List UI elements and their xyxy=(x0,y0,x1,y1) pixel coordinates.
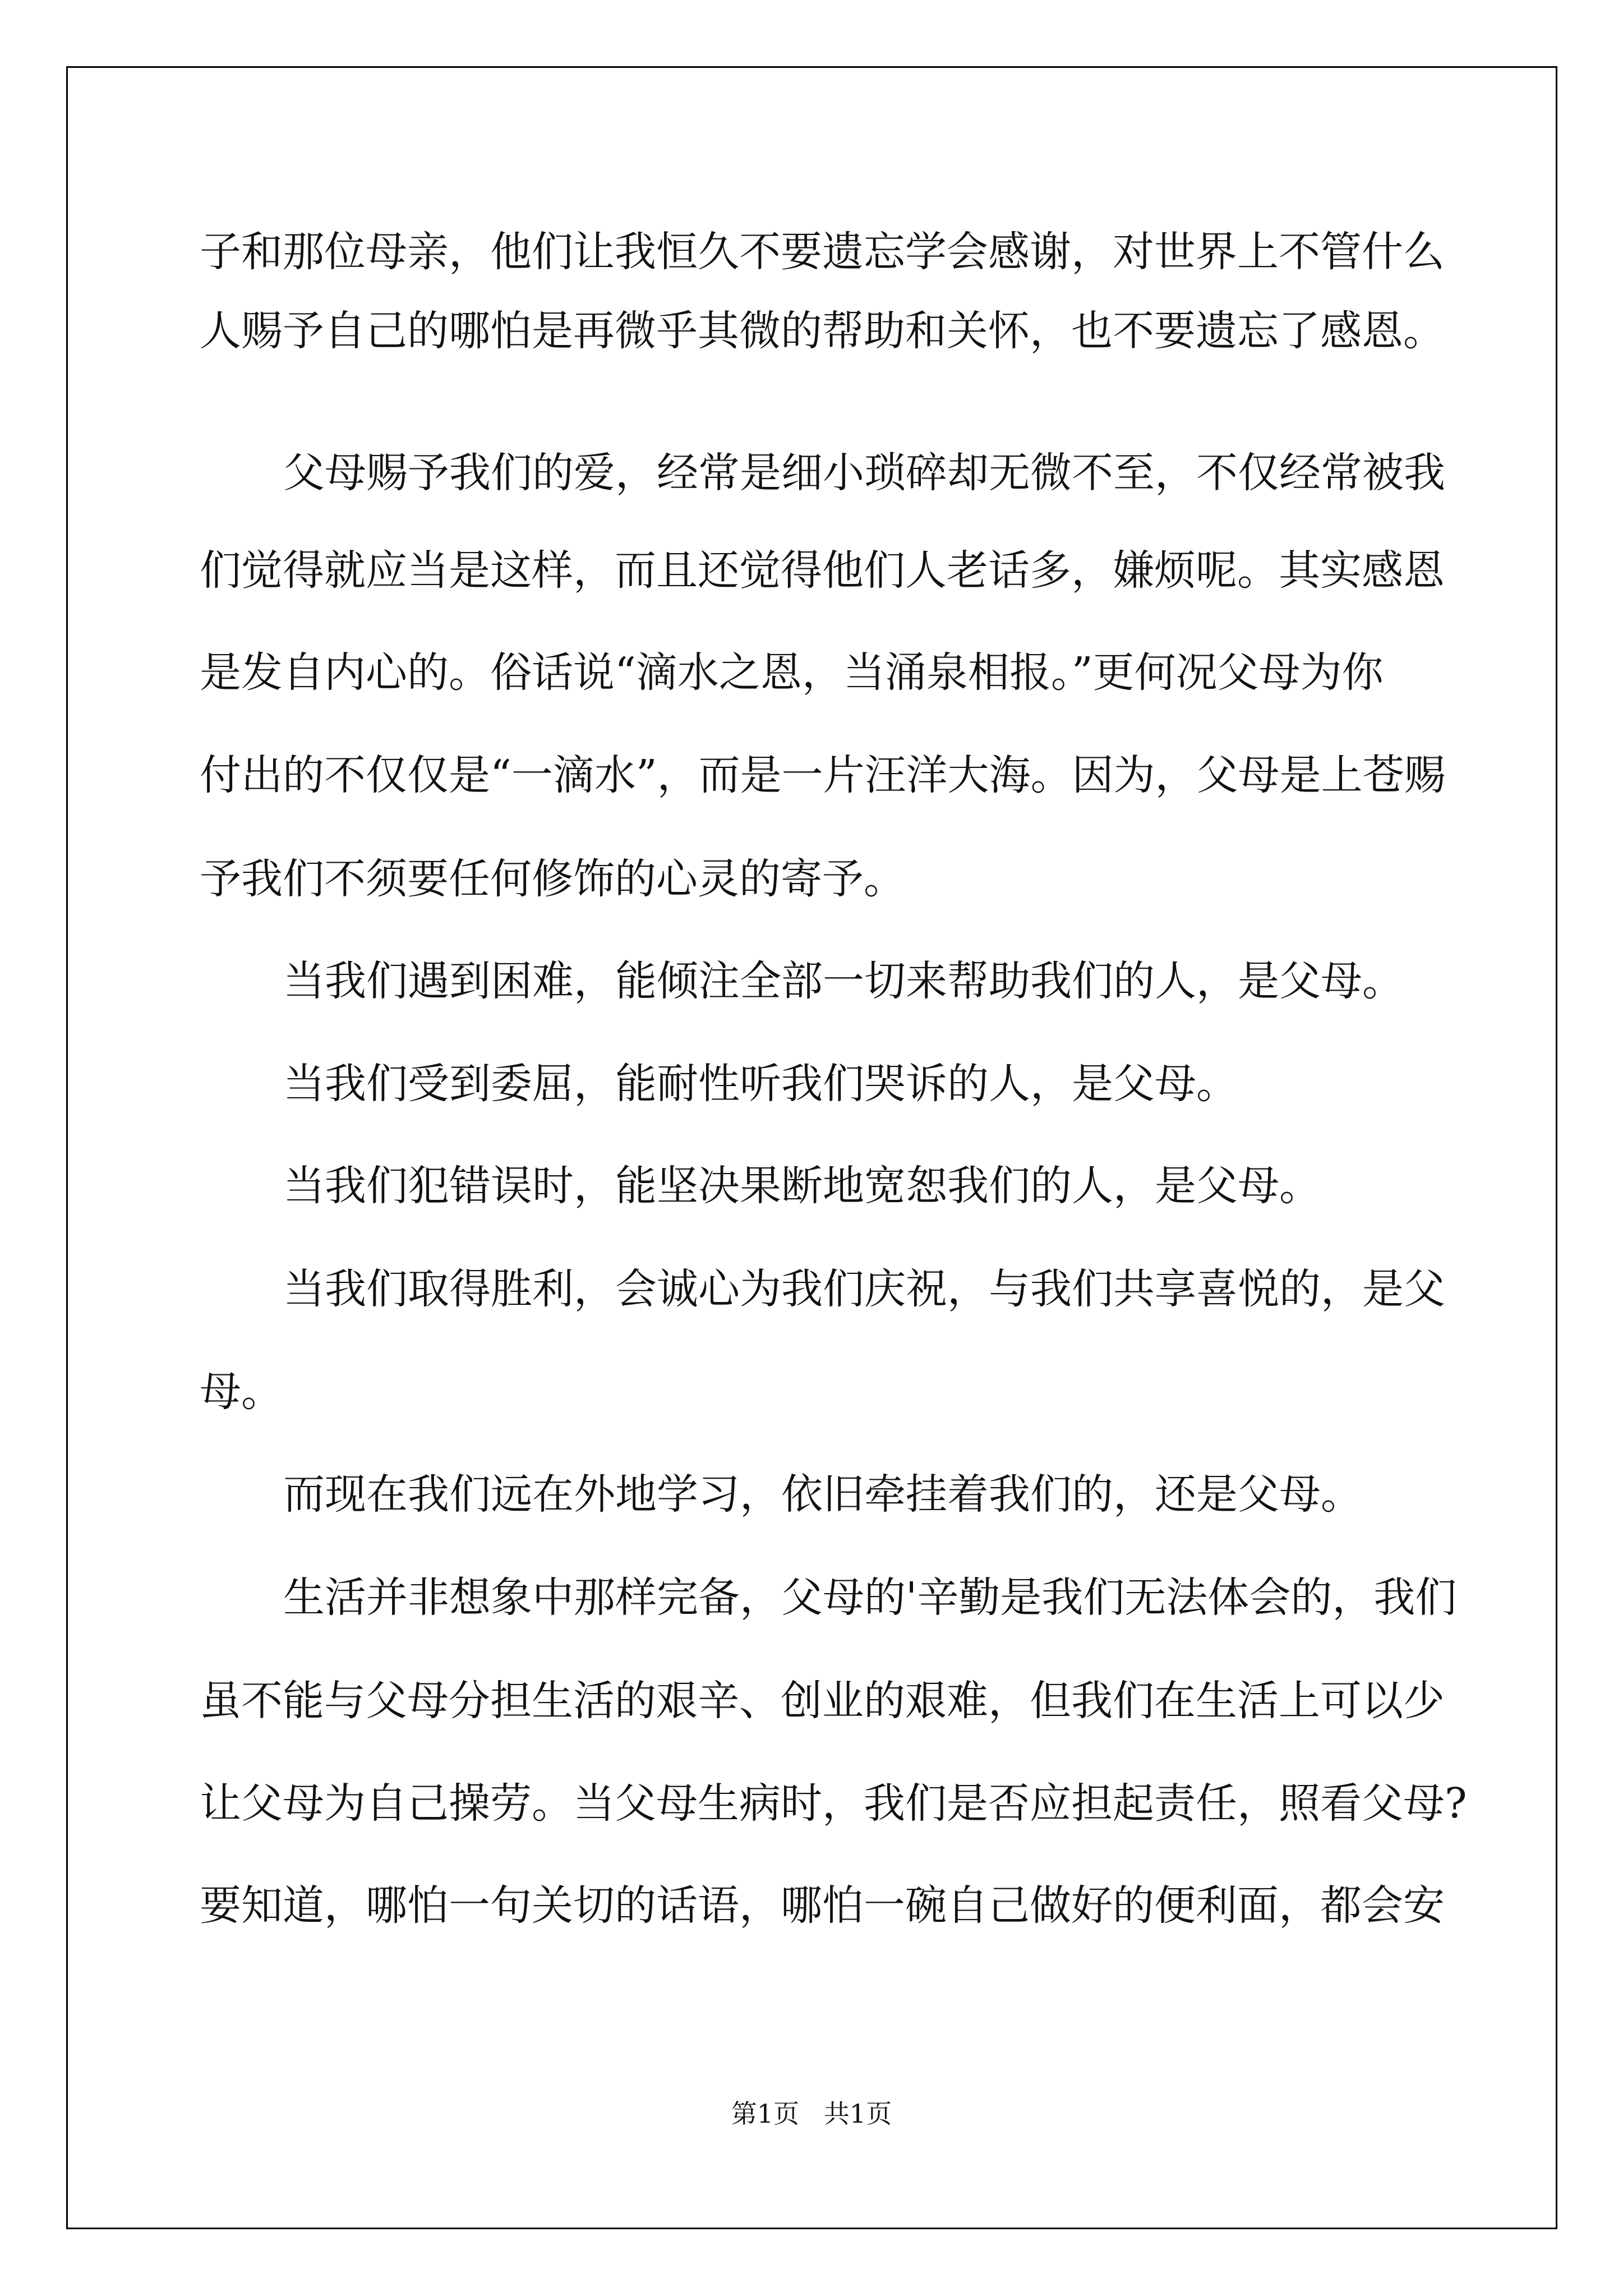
text-line: 予我们不须要任何修饰的心灵的寄予。 xyxy=(200,855,905,903)
text-line: 当我们遇到困难，能倾注全部一切来帮助我们的人，是父母。 xyxy=(283,957,1404,1005)
text-line: 是发自内心的。俗话说“滴水之恩，当涌泉相报。”更何况父母为你 xyxy=(200,648,1384,697)
text-line: 子和那位母亲，他们让我恒久不要遗忘学会感谢，对世界上不管什么 xyxy=(200,228,1445,276)
text-line: 人赐予自己的哪怕是再微乎其微的帮助和关怀，也不要遗忘了感恩。 xyxy=(200,307,1445,355)
text-line: 让父母为自己操劳。当父母生病时，我们是否应担起责任，照看父母? xyxy=(200,1779,1467,1828)
text-line: 付出的不仅仅是“一滴水”，而是一片汪洋大海。因为，父母是上苍赐 xyxy=(200,751,1446,799)
text-line: 生活并非想象中那样完备，父母的'辛勤是我们无法体会的，我们 xyxy=(283,1573,1457,1622)
text-line: 要知道，哪怕一句关切的话语，哪怕一碗自己做好的便利面，都会安 xyxy=(200,1881,1445,1930)
text-line: 们觉得就应当是这样，而且还觉得他们人老话多，嫌烦呢。其实感恩 xyxy=(200,546,1445,595)
text-line: 当我们受到委屈，能耐性听我们哭诉的人，是父母。 xyxy=(283,1060,1238,1108)
text-line: 而现在我们远在外地学习，依旧牵挂着我们的，还是父母。 xyxy=(283,1470,1362,1519)
text-line: 父母赐予我们的爱，经常是细小琐碎却无微不至，不仅经常被我 xyxy=(283,449,1445,497)
text-line: 当我们取得胜利，会诚心为我们庆祝，与我们共享喜悦的，是父 xyxy=(283,1265,1445,1313)
text-line: 虽不能与父母分担生活的艰辛、创业的艰难，但我们在生活上可以少 xyxy=(200,1677,1445,1725)
text-line: 母。 xyxy=(200,1368,283,1416)
page-number-footer: 第1页 共1页 xyxy=(731,2099,892,2129)
text-line: 当我们犯错误时，能坚决果断地宽恕我们的人，是父母。 xyxy=(283,1162,1321,1210)
